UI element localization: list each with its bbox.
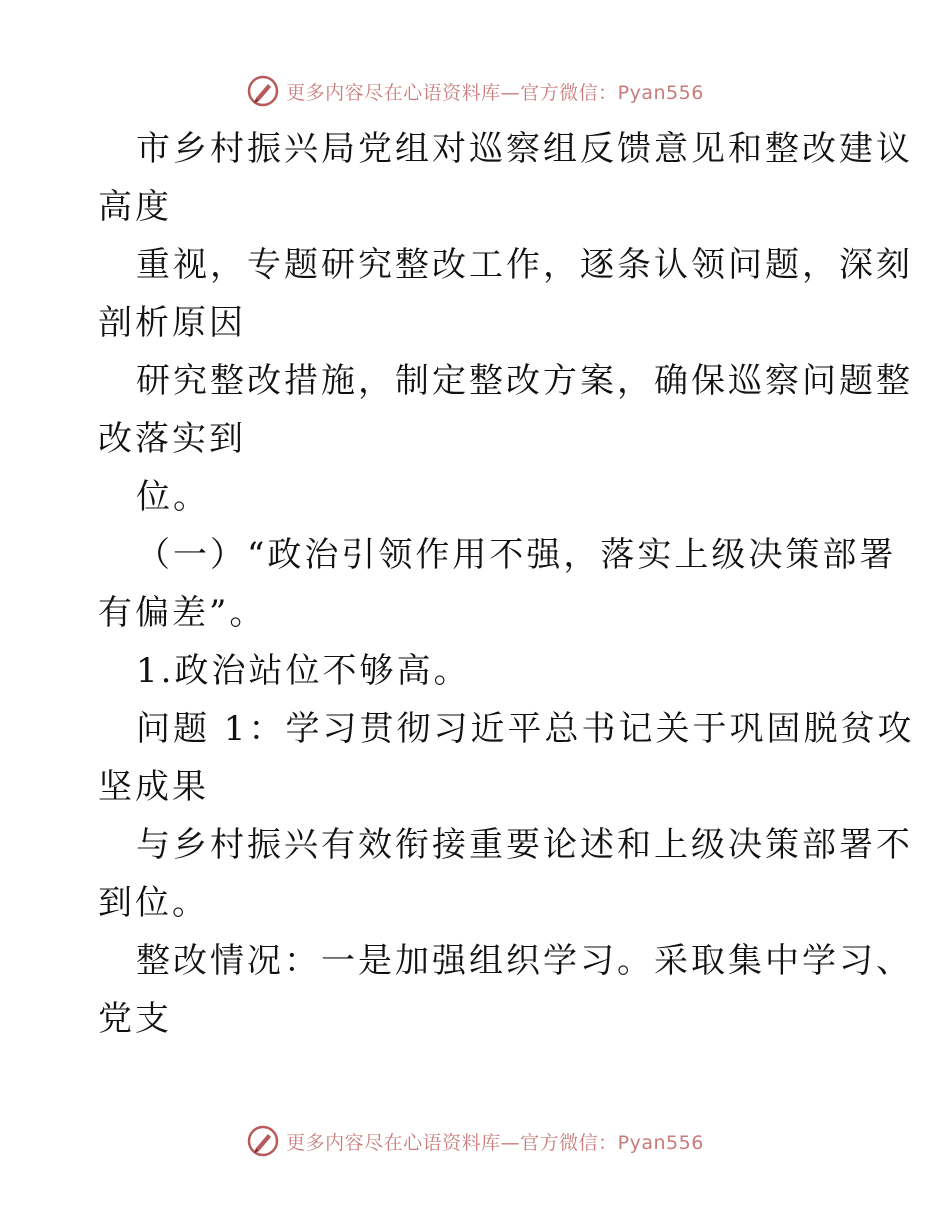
header-watermark: [0, 71, 950, 111]
body-line: 市乡村振兴局党组对巡察组反馈意见和整改建议: [136, 129, 913, 169]
body-line: 到位。: [98, 883, 209, 923]
section-heading: （一）“政治引领作用不强，落实上级决策部署: [136, 535, 897, 575]
body-line: 坚成果: [98, 767, 209, 807]
body-line: 改落实到: [98, 419, 246, 459]
pen-circle-logo-icon: [246, 74, 280, 108]
body-line: 位。: [136, 477, 210, 517]
body-line: 高度: [98, 187, 172, 227]
subsection-heading: 1.政治站位不够高。: [136, 651, 471, 691]
body-line: 研究整改措施，制定整改方案，确保巡察问题整: [136, 361, 913, 401]
body-line: 党支: [98, 999, 172, 1039]
body-line: 与乡村振兴有效衔接重要论述和上级决策部署不: [136, 825, 913, 865]
watermark-text: 更多内容尽在心语资料库—官方微信：Pyan556: [286, 1131, 704, 1154]
body-line: 重视，专题研究整改工作，逐条认领问题，深刻: [136, 245, 913, 285]
watermark-text: 更多内容尽在心语资料库—官方微信：Pyan556: [286, 81, 704, 104]
pen-circle-logo-icon: [246, 1124, 280, 1158]
body-line: 有偏差”。: [98, 593, 267, 633]
body-line: 问题 1：学习贯彻习近平总书记关于巩固脱贫攻: [136, 709, 915, 749]
document-body: [98, 120, 915, 1048]
footer-watermark: [0, 1121, 950, 1161]
body-line: 剖析原因: [98, 303, 246, 343]
body-line: 整改情况：一是加强组织学习。采取集中学习、: [136, 941, 913, 981]
